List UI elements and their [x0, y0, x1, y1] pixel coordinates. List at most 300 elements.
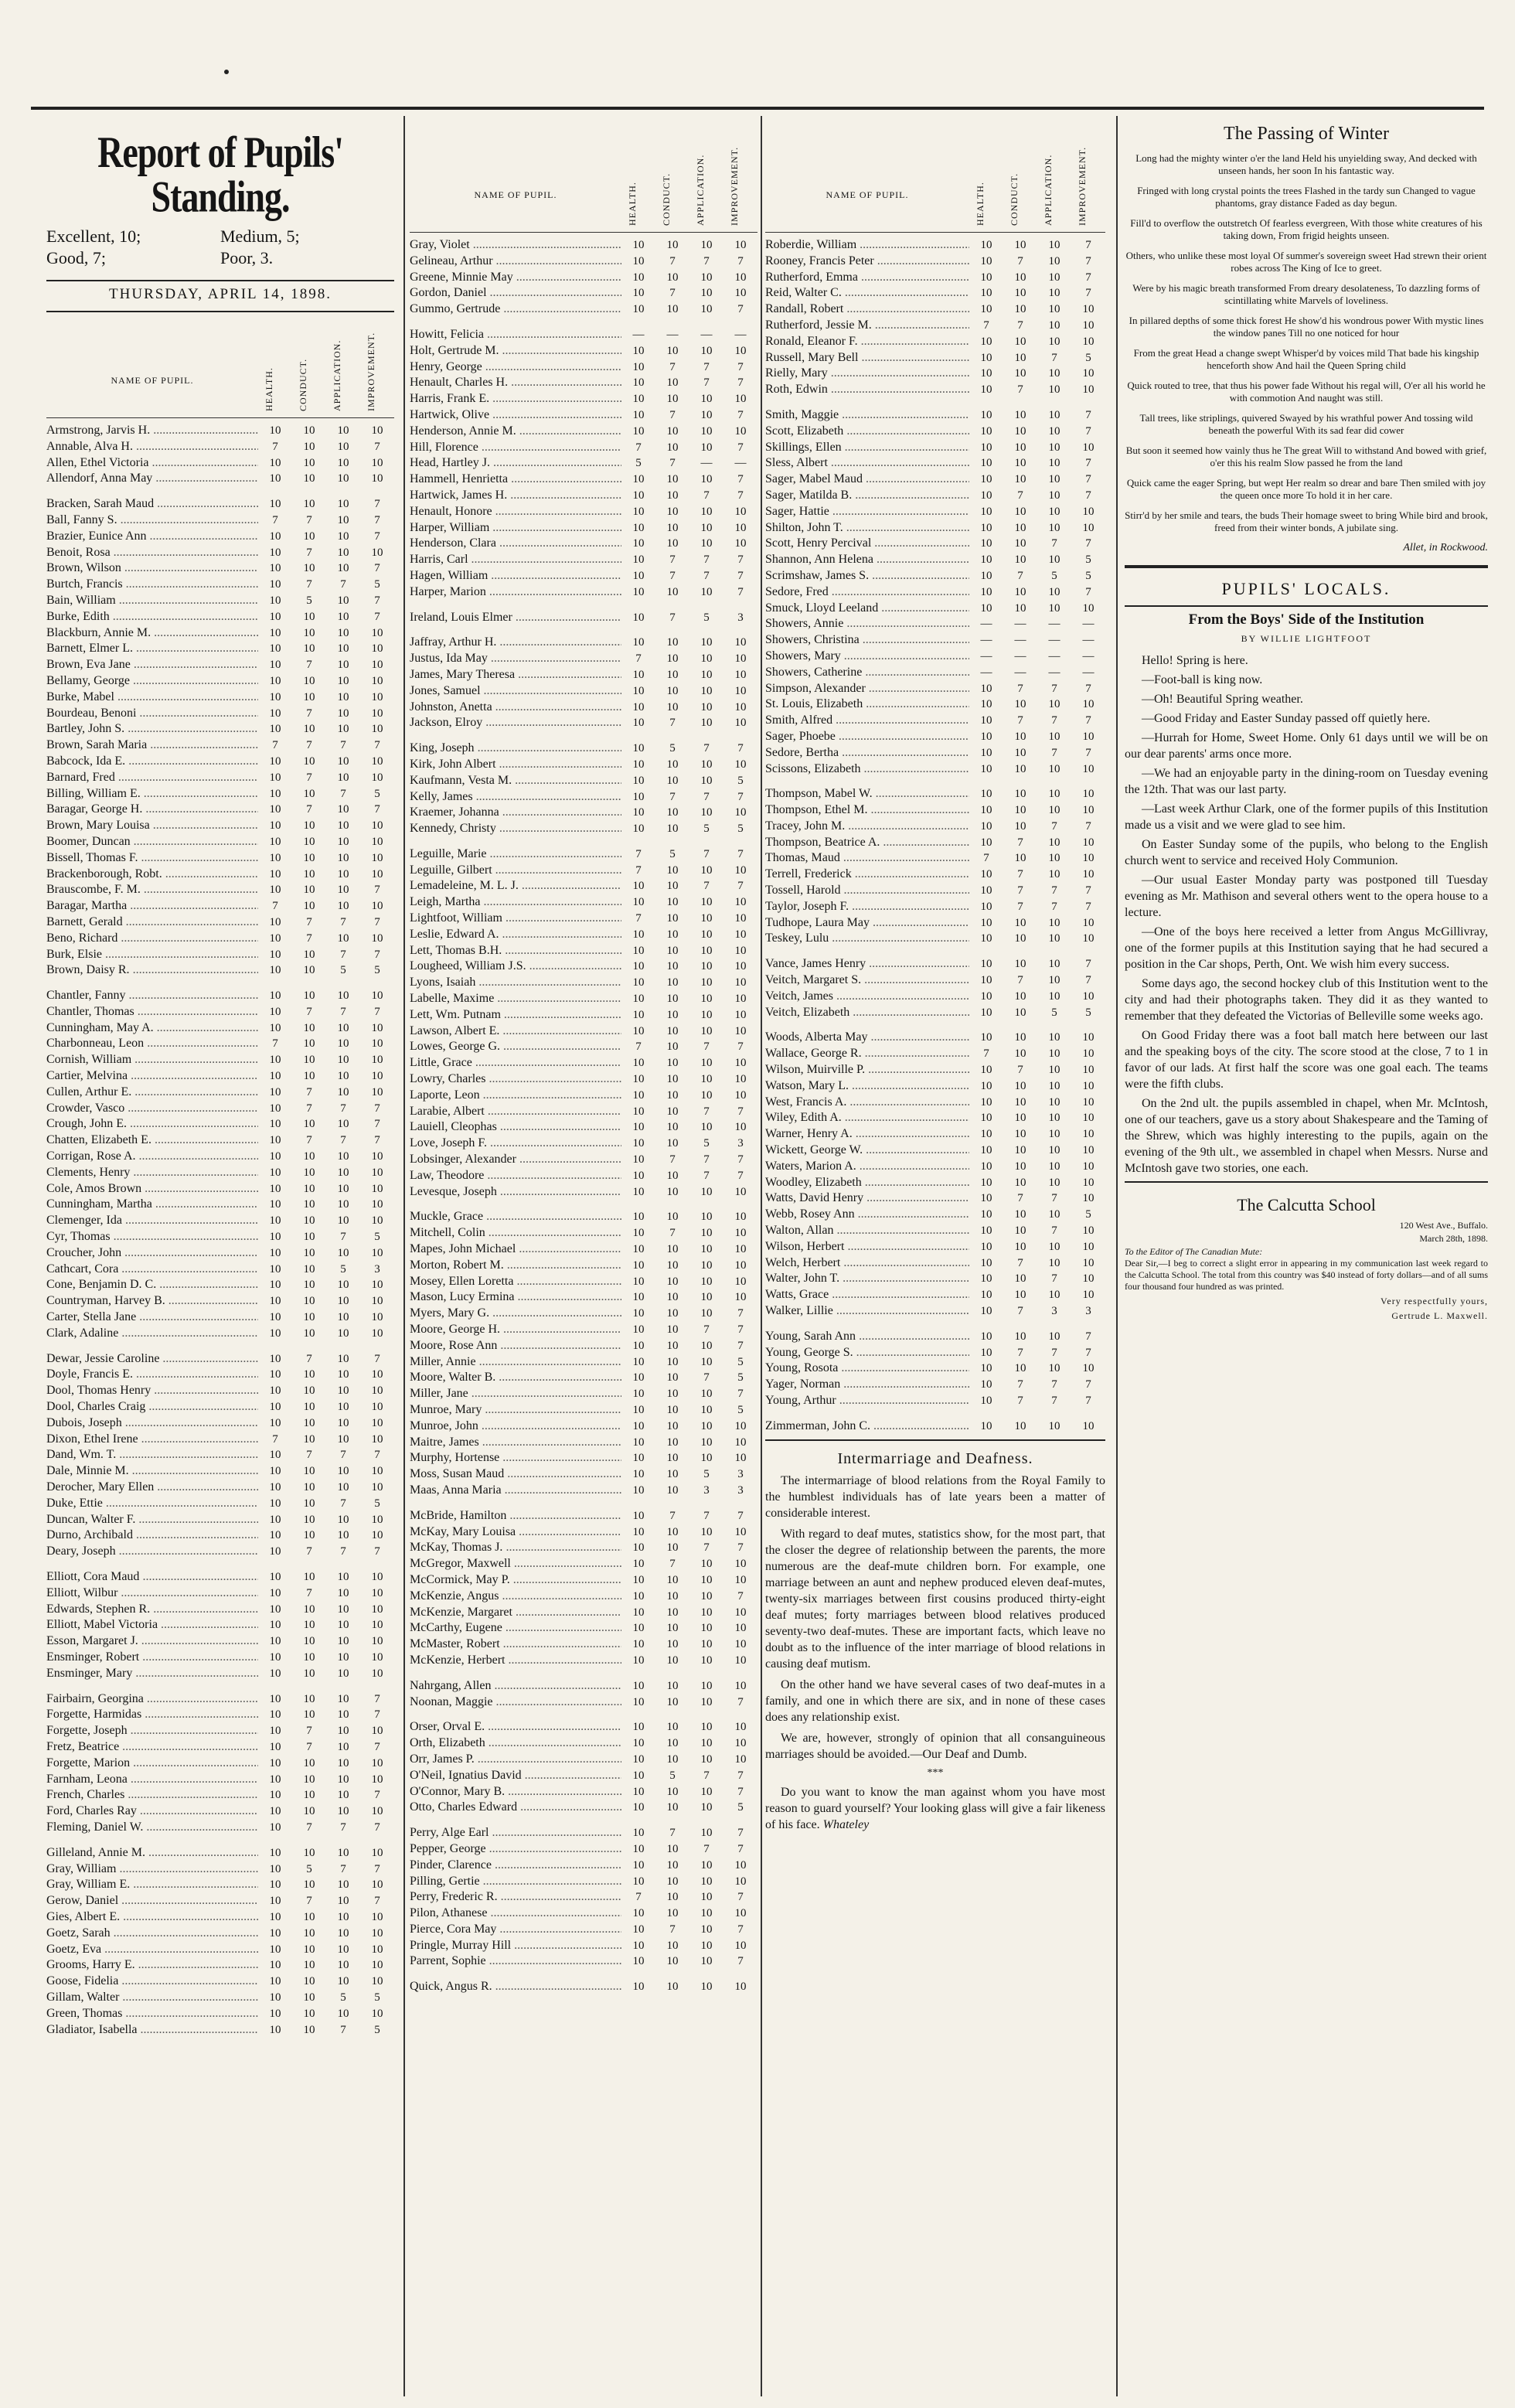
improvement-score: 10	[734, 1907, 747, 1920]
health-score: 10	[632, 717, 645, 730]
table-row	[410, 1589, 758, 1605]
pupil-name: Carter, Stella Jane .....	[46, 1310, 258, 1326]
application-score: 10	[337, 803, 349, 816]
application-score: 10	[1048, 958, 1060, 971]
application-score: 10	[337, 932, 349, 945]
pupil-name: Miller, Annie .....	[410, 1354, 621, 1371]
table-row	[46, 988, 394, 1004]
pupil-name: Burtch, Francis .....	[46, 577, 258, 593]
application-score: 7	[340, 1005, 346, 1018]
improvement-score: 10	[371, 1481, 383, 1494]
application-score: 7	[340, 787, 346, 800]
application-score: 7	[703, 1842, 710, 1855]
table-row	[410, 237, 758, 254]
pupil-name: Mitchell, Colin .....	[410, 1225, 621, 1241]
pupil-name: Larabie, Albert .....	[410, 1104, 621, 1120]
improvement-score: 10	[371, 1667, 383, 1680]
local-item: —Oh! Beautiful Spring weather.	[1142, 693, 1303, 706]
application-score: 10	[1048, 1176, 1060, 1189]
conduct-score: 10	[666, 1875, 679, 1888]
application-score: 10	[1048, 1362, 1060, 1375]
pupil-name: Pierce, Cora May .....	[410, 1922, 621, 1938]
table-row	[410, 1241, 758, 1258]
conduct-score: 7	[669, 254, 676, 267]
application-score: 10	[700, 774, 713, 787]
conduct-score: 7	[1017, 254, 1023, 267]
health-score: 10	[269, 498, 281, 511]
improvement-score: 7	[737, 847, 744, 860]
poem-stanza: Stirr'd by her smile and tears, the buds Their homage sweet to bring While bird and brook, freed from their winter bonds, A jubilate sing.	[1125, 509, 1488, 533]
health-score: 10	[980, 698, 992, 711]
pupil-name: Hagen, William .....	[410, 568, 621, 584]
improvement-score: 10	[371, 1416, 383, 1429]
pupil-name: Doyle, Francis E. .....	[46, 1367, 258, 1383]
table-row	[765, 665, 1105, 681]
health-score: 10	[980, 1176, 992, 1189]
conduct-score: 10	[303, 1773, 315, 1786]
application-score: 10	[337, 642, 349, 656]
improvement-score: 7	[737, 569, 744, 582]
improvement-score: 5	[374, 1231, 380, 1244]
table-row	[410, 1605, 758, 1621]
improvement-score: 10	[371, 1295, 383, 1308]
pupil-name: Law, Theodore .....	[410, 1168, 621, 1184]
health-score: 10	[980, 868, 992, 881]
conduct-score: 10	[666, 271, 679, 284]
conduct-score: 10	[303, 1054, 315, 1067]
table-row	[765, 552, 1105, 568]
application-score: 10	[337, 1756, 349, 1769]
table-row	[46, 1415, 394, 1432]
column-divider	[403, 116, 405, 2396]
health-score: 10	[980, 351, 992, 364]
improvement-score: 10	[734, 1073, 747, 1086]
application-score: 10	[700, 1939, 713, 1952]
table-row	[765, 488, 1105, 504]
pupil-name: Burk, Elsie .....	[46, 947, 258, 963]
improvement-score: 10	[371, 1926, 383, 1940]
improvement-score: 10	[1082, 762, 1095, 775]
health-score: —	[980, 666, 992, 679]
health-score: 10	[269, 723, 281, 736]
table-row	[46, 947, 394, 963]
health-score: 10	[980, 916, 992, 929]
health-score: 10	[269, 867, 281, 880]
pupil-name: Terrell, Frederick .....	[765, 867, 969, 883]
health-score: 10	[632, 303, 645, 316]
table-row	[46, 1569, 394, 1585]
conduct-score: 7	[1017, 1192, 1023, 1205]
health-score: 10	[632, 360, 645, 373]
improvement-score: 10	[1082, 1047, 1095, 1061]
health-score: 10	[269, 1054, 281, 1067]
application-score: 10	[337, 1368, 349, 1381]
pupil-name: Roberdie, William .....	[765, 237, 969, 254]
health-score: 10	[632, 521, 645, 534]
pupil-name: Kelly, James .....	[410, 789, 621, 806]
health-score: 10	[980, 1031, 992, 1044]
application-score: 10	[1048, 271, 1060, 284]
improvement-score: 7	[374, 1895, 380, 1908]
pupil-name: Gray, William .....	[46, 1861, 258, 1878]
table-row	[410, 894, 758, 911]
pupil-name: Orser, Orval E. .....	[410, 1719, 621, 1735]
improvement-score: 10	[371, 1150, 383, 1163]
application-score: 10	[337, 1725, 349, 1738]
health-score: 10	[980, 804, 992, 817]
application-score: 10	[700, 1307, 713, 1320]
poem-stanza: In pillared depths of some thick forest He show'd his wondrous power With mystic lines the window panes Till no one noticed for hour	[1129, 315, 1484, 339]
conduct-score: 10	[1014, 1047, 1026, 1061]
application-score: 10	[1048, 585, 1060, 598]
improvement-score: 10	[1082, 852, 1095, 865]
health-score: 10	[980, 900, 992, 913]
pupil-name: Henderson, Annie M. .....	[410, 424, 621, 440]
conduct-score: 5	[306, 1862, 312, 1875]
table-row	[765, 504, 1105, 520]
pupil-name: Pringle, Murray Hill .....	[410, 1938, 621, 1954]
pupil-name: Perry, Alge Earl .....	[410, 1825, 621, 1841]
pupil-name: Zimmerman, John C. .....	[765, 1419, 969, 1435]
pupil-name: Rooney, Francis Peter .....	[765, 254, 969, 270]
health-score: 10	[632, 553, 645, 567]
conduct-score: —	[666, 328, 679, 341]
conduct-score: 7	[306, 1449, 312, 1462]
pupil-name: Ball, Fanny S. .....	[46, 513, 258, 529]
improvement-score: 10	[371, 867, 383, 880]
pupil-name: Johnston, Anetta .....	[410, 700, 621, 716]
improvement-score: 10	[371, 1943, 383, 1956]
pupil-name: Webb, Rosey Ann .....	[765, 1207, 969, 1223]
application-score: 10	[700, 1858, 713, 1872]
application-score: 7	[703, 1323, 710, 1336]
health-score: 10	[269, 1708, 281, 1722]
pupil-name: Forgette, Joseph .....	[46, 1723, 258, 1739]
health-score: 10	[980, 1346, 992, 1359]
separator: ***	[927, 1766, 944, 1779]
pupil-name: Little, Grace .....	[410, 1055, 621, 1071]
health-score: 7	[635, 1041, 642, 1054]
application-score: 10	[700, 1388, 713, 1401]
pupil-name: Walker, Lillie .....	[765, 1303, 969, 1320]
table-row	[765, 601, 1105, 617]
improvement-score: 7	[1085, 489, 1091, 502]
table-row	[46, 931, 394, 947]
application-score: 10	[1048, 489, 1060, 502]
application-score: 10	[1048, 932, 1060, 945]
health-score: 10	[632, 806, 645, 819]
table-row	[765, 1110, 1105, 1126]
application-score: 7	[703, 489, 710, 502]
application-score: 10	[337, 1166, 349, 1179]
pupil-name: Brown, Daisy R. .....	[46, 962, 258, 979]
conduct-score: 10	[1014, 1240, 1026, 1253]
conduct-score: 10	[303, 1182, 315, 1195]
conduct-score: 10	[303, 1327, 315, 1340]
improvement-score: 10	[734, 1088, 747, 1102]
header-name: NAME OF PUPIL.	[474, 189, 557, 200]
improvement-score: 10	[734, 960, 747, 973]
pupil-name: McKay, Thomas J. .....	[410, 1540, 621, 1556]
application-score: 7	[340, 1134, 346, 1147]
conduct-score: 10	[666, 823, 679, 836]
improvement-score: 7	[737, 790, 744, 803]
application-score: 7	[1051, 819, 1057, 833]
improvement-score: 10	[371, 1311, 383, 1324]
pupil-name: Brown, Wilson .....	[46, 560, 258, 577]
pupil-name: Levesque, Joseph .....	[410, 1184, 621, 1201]
table-row	[410, 821, 758, 837]
pupil-name: Barnard, Fred .....	[46, 770, 258, 786]
health-score: 10	[269, 1166, 281, 1179]
health-score: 10	[980, 932, 992, 945]
conduct-score: 10	[1014, 698, 1026, 711]
pupil-name: Mapes, John Michael .....	[410, 1241, 621, 1258]
health-score: 10	[980, 1362, 992, 1375]
table-row	[46, 1351, 394, 1367]
conduct-score: 10	[303, 819, 315, 833]
application-score: 10	[700, 1721, 713, 1734]
application-score: 10	[337, 674, 349, 687]
application-score: 7	[1051, 900, 1057, 913]
application-score: 10	[700, 684, 713, 697]
table-row	[765, 1143, 1105, 1159]
conduct-score: 10	[1014, 1208, 1026, 1221]
application-score: 10	[1048, 303, 1060, 316]
improvement-score: 5	[737, 1355, 744, 1368]
improvement-score: 10	[371, 1214, 383, 1228]
poem-stanza: But soon it seemed how vainly thus he The great Will to withstand And bowed with grief, o'er this his realm Slow passed he from the land	[1125, 444, 1487, 468]
improvement-score: 5	[737, 1403, 744, 1416]
conduct-score: 10	[666, 537, 679, 550]
pupil-name: Thompson, Ethel M. .....	[765, 802, 969, 819]
conduct-score: 10	[1014, 1330, 1026, 1343]
application-score: 10	[337, 1021, 349, 1034]
table-row	[765, 1377, 1105, 1393]
health-score: 10	[269, 1295, 281, 1308]
improvement-score: 7	[737, 1509, 744, 1522]
conduct-score: 10	[1014, 1362, 1026, 1375]
application-score: 10	[700, 1955, 713, 1968]
application-score: 10	[337, 456, 349, 469]
table-row	[46, 657, 394, 673]
pupil-name: Moss, Susan Maud .....	[410, 1466, 621, 1483]
masthead-rule	[31, 107, 1484, 110]
conduct-score: 10	[666, 863, 679, 877]
table-row	[410, 1825, 758, 1841]
pupil-name: McKenzie, Margaret .....	[410, 1605, 621, 1621]
pupil-name: Babcock, Ida E. .....	[46, 754, 258, 770]
pupil-name: Veitch, Elizabeth .....	[765, 1005, 969, 1021]
improvement-score: 10	[1082, 441, 1095, 454]
improvement-score: 10	[734, 424, 747, 438]
conduct-score: 10	[666, 1275, 679, 1288]
improvement-score: 10	[1082, 1256, 1095, 1269]
improvement-score: 7	[737, 1153, 744, 1167]
application-score: 10	[337, 1667, 349, 1680]
application-score: 10	[337, 1385, 349, 1398]
table-row	[410, 846, 758, 863]
table-row	[410, 1922, 758, 1938]
table-row	[46, 1367, 394, 1383]
health-score: 10	[980, 424, 992, 438]
application-score: 10	[700, 1827, 713, 1840]
health-score: 10	[632, 928, 645, 941]
conduct-score: 10	[666, 473, 679, 486]
local-item: On Good Friday there was a foot ball match here between our last and the speaking boys of the city. The score stood at the close, 7 to 1 in favor of our lads. At first half the score was one goal each. The teams were the fifth clubs.	[1125, 1029, 1488, 1091]
table-row	[410, 584, 758, 601]
table-row	[46, 1068, 394, 1085]
conduct-score: 10	[303, 1910, 315, 1923]
health-score: 10	[632, 1153, 645, 1167]
application-score: 7	[703, 254, 710, 267]
header-health: HEALTH.	[975, 182, 986, 226]
table-row	[410, 270, 758, 286]
pupil-name: Beno, Richard .....	[46, 931, 258, 947]
conduct-score: 10	[1014, 424, 1026, 438]
pupil-name: Perry, Frederic R. .....	[410, 1889, 621, 1906]
health-score: 10	[632, 1638, 645, 1651]
column-1	[46, 116, 394, 2038]
article-title: Intermarriage and Deafness.	[837, 1449, 1033, 1467]
letter-body: Dear Sir,—I beg to correct a slight error in appearing in my communication last week regard to the Calcutta School. The total from this country was $40 instead of forty dollars—and of all sums four thousand four hundred as was printed.	[1125, 1258, 1488, 1292]
conduct-score: 7	[1017, 1064, 1023, 1077]
table-row	[410, 1152, 758, 1168]
improvement-score: 7	[737, 1842, 744, 1855]
application-score: 7	[340, 1820, 346, 1834]
conduct-score: 10	[1014, 1224, 1026, 1238]
table-row	[765, 584, 1105, 601]
improvement-score: —	[1082, 666, 1095, 679]
conduct-score: 10	[1014, 958, 1026, 971]
improvement-score: 7	[374, 1789, 380, 1802]
improvement-score: 7	[1085, 408, 1091, 421]
improvement-score: 5	[1085, 351, 1091, 364]
improvement-score: 3	[737, 1137, 744, 1150]
pupil-name: Orr, James P. .....	[410, 1752, 621, 1768]
conduct-score: 10	[666, 1541, 679, 1555]
table-row	[410, 1104, 758, 1120]
conduct-score: 10	[303, 626, 315, 639]
health-score: 10	[980, 569, 992, 582]
improvement-score: 10	[734, 976, 747, 989]
health-score: 10	[980, 1330, 992, 1343]
application-score: 10	[700, 652, 713, 666]
pupil-name: Barnett, Elmer L. .....	[46, 641, 258, 657]
pupil-name: Chantler, Fanny .....	[46, 988, 258, 1004]
application-score: 7	[1051, 1394, 1057, 1407]
table-row	[410, 1768, 758, 1784]
health-score: 10	[632, 1907, 645, 1920]
application-score: 10	[337, 1465, 349, 1478]
health-score: 10	[632, 1436, 645, 1449]
table-row	[46, 1004, 394, 1020]
pupil-name: Dand, Wm. T. .....	[46, 1447, 258, 1463]
conduct-score: 7	[669, 790, 676, 803]
poem-stanza: Tall trees, like striplings, quivered Swayed by his wrathful power And tossing wild beneath the powerful With its sad fear did cower	[1139, 412, 1473, 436]
health-score: 10	[632, 1589, 645, 1602]
pupil-name: Leguille, Gilbert .....	[410, 863, 621, 879]
pupil-name: Grooms, Harry E. .....	[46, 1957, 258, 1974]
improvement-score: 10	[1082, 1362, 1095, 1375]
health-score: 10	[269, 1959, 281, 1972]
health-score: 10	[632, 1679, 645, 1692]
table-row	[765, 1303, 1105, 1320]
improvement-score: 10	[734, 944, 747, 957]
improvement-score: 7	[737, 376, 744, 390]
improvement-score: 10	[371, 1635, 383, 1648]
health-score: 10	[269, 659, 281, 672]
application-score: 10	[700, 473, 713, 486]
conduct-score: 10	[666, 1137, 679, 1150]
improvement-score: 10	[371, 2007, 383, 2020]
application-score: 10	[700, 1258, 713, 1272]
pupil-name: Ronald, Eleanor F. .....	[765, 334, 969, 350]
table-row	[46, 545, 394, 561]
application-score: 10	[337, 1214, 349, 1228]
improvement-score: 5	[374, 578, 380, 591]
application-score: 10	[700, 408, 713, 421]
conduct-score: 10	[666, 1891, 679, 1904]
conduct-score: 10	[666, 652, 679, 666]
conduct-score: 7	[669, 360, 676, 373]
improvement-score: 10	[734, 717, 747, 730]
column-4	[1125, 116, 1488, 1322]
poem-stanza: Others, who unlike these most loyal Of summer's sovereign sweet Had strewn their orient robes across The King of Ice to greet.	[1125, 250, 1487, 274]
health-score: 10	[269, 1311, 281, 1324]
table-row	[46, 1942, 394, 1958]
grade-poor: Poor, 3.	[220, 248, 274, 267]
improvement-score: 10	[371, 754, 383, 768]
health-score: 10	[269, 1481, 281, 1494]
table-row	[765, 867, 1105, 883]
health-score: 5	[635, 457, 642, 470]
pupil-name: Young, Sarah Ann .....	[765, 1329, 969, 1345]
table-row	[410, 424, 758, 440]
table-row	[46, 673, 394, 690]
improvement-score: 10	[1082, 932, 1095, 945]
table-row	[410, 1841, 758, 1858]
application-score: 10	[1048, 1095, 1060, 1109]
conduct-score: 10	[666, 1024, 679, 1037]
improvement-score: 10	[371, 1021, 383, 1034]
health-score: 10	[632, 1695, 645, 1708]
health-score: 10	[632, 1606, 645, 1619]
application-score: 10	[1048, 254, 1060, 267]
table-row	[765, 1255, 1105, 1272]
conduct-score: 10	[303, 1037, 315, 1051]
health-score: 10	[980, 682, 992, 695]
application-score: 10	[337, 1198, 349, 1211]
application-score: 10	[337, 1805, 349, 1818]
letter-group-gap	[410, 1710, 758, 1719]
conduct-score: 7	[669, 287, 676, 300]
improvement-score: 10	[1082, 601, 1095, 615]
table-row	[410, 536, 758, 552]
table-row	[410, 504, 758, 520]
pupil-name: Dubois, Joseph .....	[46, 1415, 258, 1432]
application-score: 10	[337, 1416, 349, 1429]
pupil-name: Deary, Joseph .....	[46, 1544, 258, 1560]
health-score: 10	[980, 383, 992, 397]
conduct-score: 10	[1014, 585, 1026, 598]
pupil-name: Sager, Mabel Maud .....	[765, 472, 969, 488]
divider	[1125, 1181, 1488, 1183]
application-score: —	[1048, 649, 1060, 662]
health-score: 10	[269, 578, 281, 591]
improvement-score: 10	[371, 1166, 383, 1179]
pupil-name: Gerow, Daniel .....	[46, 1893, 258, 1909]
